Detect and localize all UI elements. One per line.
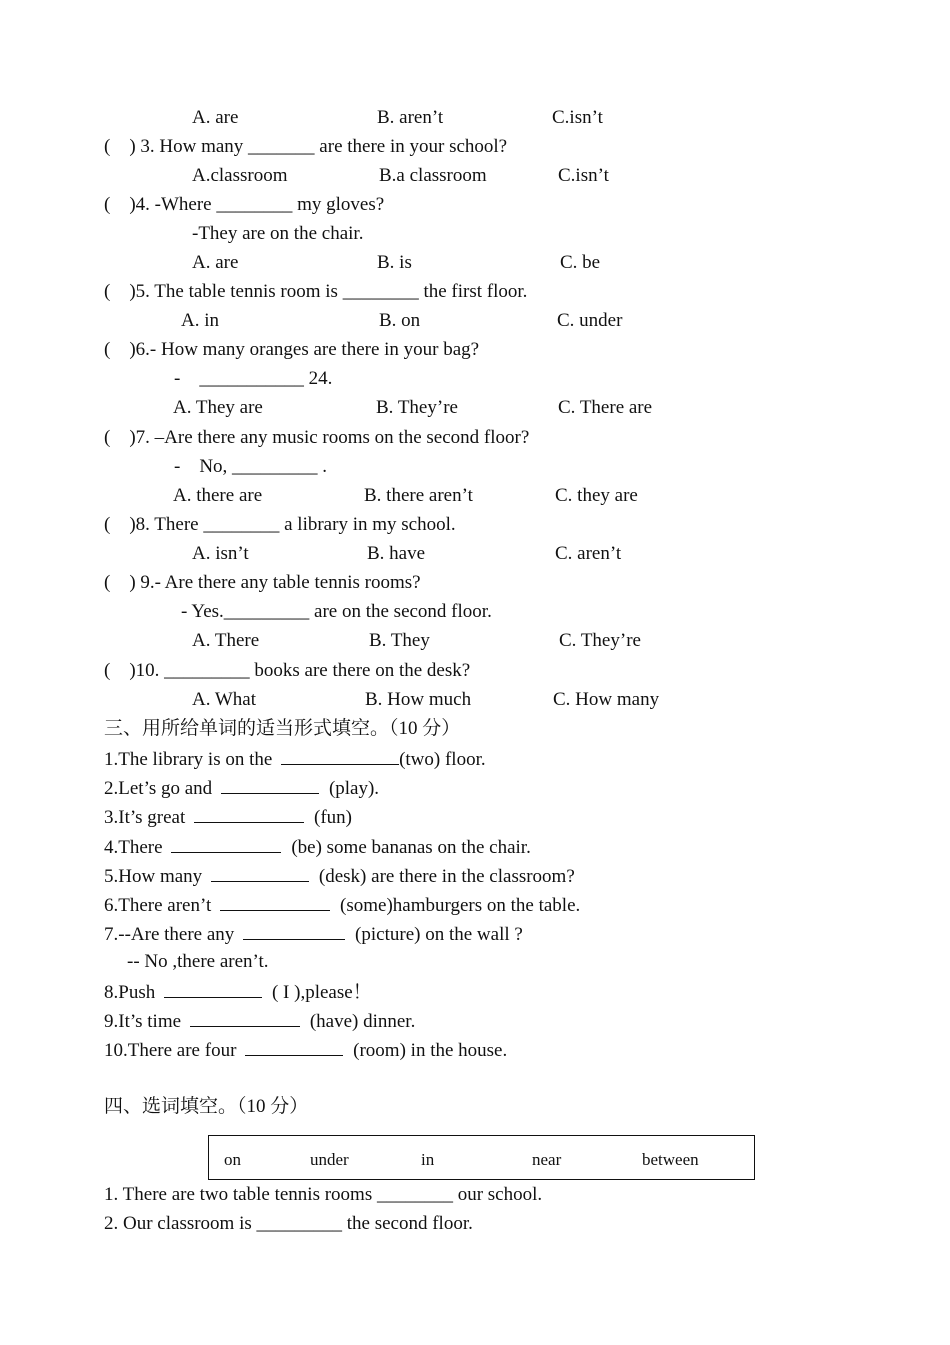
fill-item-hint: ( I ),please！ bbox=[271, 982, 372, 1003]
fill-item-hint: (play). bbox=[328, 778, 380, 799]
fill-item bbox=[104, 922, 523, 946]
word-bank-item: on bbox=[224, 1150, 241, 1169]
word-bank-item: between bbox=[642, 1150, 699, 1169]
fill-item bbox=[104, 747, 486, 771]
q6-option-b: B. They’re bbox=[376, 397, 458, 418]
fill-item bbox=[104, 776, 379, 800]
fill-item bbox=[104, 805, 352, 829]
q7-option-a: A. there are bbox=[173, 485, 263, 506]
fill-item-hint: (fun) bbox=[314, 807, 352, 828]
answer-blank[interactable] bbox=[243, 922, 345, 940]
q3-option-b: B.a classroom bbox=[379, 165, 487, 186]
fill-item-hint: (room) in the house. bbox=[353, 1040, 508, 1061]
fill-item-text: 7.--Are there any bbox=[104, 924, 235, 945]
fill-item-7-reply: -- No ,there aren’t. bbox=[127, 951, 269, 972]
word-bank-item: near bbox=[532, 1150, 562, 1169]
q5-option-a: A. in bbox=[181, 310, 219, 331]
answer-blank[interactable] bbox=[171, 835, 281, 853]
q3-option-a: A.classroom bbox=[192, 165, 288, 186]
q2-option-a: A. are bbox=[192, 107, 239, 128]
q4-reply: -They are on the chair. bbox=[192, 223, 364, 244]
fill-item-text: 5.How many bbox=[104, 866, 203, 887]
q8-question: ( )8. There ________ a library in my school. bbox=[104, 514, 456, 535]
answer-blank[interactable] bbox=[190, 1009, 300, 1027]
q2-option-c: C.isn’t bbox=[552, 107, 603, 128]
word-bank-item: in bbox=[421, 1150, 435, 1169]
word-bank-box bbox=[208, 1135, 755, 1180]
q10-option-c: C. How many bbox=[553, 689, 660, 710]
section4-sentence-1: 1. There are two table tennis rooms ________ our school. bbox=[104, 1184, 543, 1205]
answer-blank[interactable] bbox=[245, 1038, 343, 1056]
q4-option-c: C. be bbox=[560, 252, 601, 273]
q5-option-c: C. under bbox=[557, 310, 623, 331]
q6-reply: - ___________ 24. bbox=[174, 368, 333, 389]
fill-item-hint: (be) some bananas on the chair. bbox=[291, 837, 531, 858]
q9-option-c: C. They’re bbox=[559, 630, 641, 651]
fill-item-hint: (two) floor. bbox=[399, 749, 486, 770]
fill-item-text: 9.It’s time bbox=[104, 1011, 182, 1032]
answer-blank[interactable] bbox=[221, 776, 319, 794]
fill-item bbox=[104, 980, 372, 1004]
answer-blank[interactable] bbox=[194, 805, 304, 823]
fill-item-text: 1.The library is on the bbox=[104, 749, 273, 770]
q8-option-c: C. aren’t bbox=[555, 543, 622, 564]
word-bank-item: under bbox=[310, 1150, 349, 1169]
q4-option-a: A. are bbox=[192, 252, 239, 273]
fill-item-text: 6.There aren’t bbox=[104, 895, 212, 916]
q9-option-a: A. There bbox=[192, 630, 260, 651]
q6-option-c: C. There are bbox=[558, 397, 653, 418]
q7-question: ( )7. –Are there any music rooms on the second floor? bbox=[104, 427, 530, 448]
answer-blank[interactable] bbox=[164, 980, 262, 998]
answer-blank[interactable] bbox=[211, 864, 309, 882]
q7-option-c: C. they are bbox=[555, 485, 638, 506]
fill-item-text: 10.There are four bbox=[104, 1040, 237, 1061]
fill-item-hint: (some)hamburgers on the table. bbox=[340, 895, 581, 916]
answer-blank[interactable] bbox=[281, 747, 399, 765]
q3-question: ( ) 3. How many _______ are there in your school? bbox=[104, 136, 508, 157]
q10-option-a: A. What bbox=[192, 689, 257, 710]
q7-option-b: B. there aren’t bbox=[364, 485, 473, 506]
fill-item bbox=[104, 893, 580, 917]
fill-item bbox=[104, 1009, 415, 1033]
q10-question: ( )10. _________ books are there on the desk? bbox=[104, 660, 471, 681]
fill-item bbox=[104, 864, 575, 888]
q5-question: ( )5. The table tennis room is ________ the first floor. bbox=[104, 281, 528, 302]
q9-option-b: B. They bbox=[369, 630, 430, 651]
fill-item-text: 3.It’s great bbox=[104, 807, 186, 828]
q9-reply: - Yes._________ are on the second floor. bbox=[181, 601, 492, 622]
answer-blank[interactable] bbox=[220, 893, 330, 911]
fill-item-hint: (desk) are there in the classroom? bbox=[318, 866, 575, 887]
q5-option-b: B. on bbox=[379, 310, 421, 331]
fill-item-text: 4.There bbox=[104, 837, 163, 858]
q9-question: ( ) 9.- Are there any table tennis rooms? bbox=[104, 572, 421, 593]
fill-item-hint: (picture) on the wall ? bbox=[355, 924, 523, 945]
section4-sentence-2: 2. Our classroom is _________ the second floor. bbox=[104, 1213, 473, 1234]
q4-option-b: B. is bbox=[377, 252, 412, 273]
section4-heading: 四、选词填空。（10 分） bbox=[104, 1096, 309, 1117]
q4-question: ( )4. -Where ________ my gloves? bbox=[104, 194, 385, 215]
fill-item bbox=[104, 1038, 507, 1062]
q6-question: ( )6.- How many oranges are there in your bag? bbox=[104, 339, 480, 360]
fill-item-hint: (have) dinner. bbox=[309, 1011, 416, 1032]
section3-heading: 三、用所给单词的适当形式填空。（10 分） bbox=[104, 718, 461, 739]
q7-reply: - No, _________ . bbox=[174, 456, 328, 477]
q10-option-b: B. How much bbox=[365, 689, 472, 710]
q3-option-c: C.isn’t bbox=[558, 165, 609, 186]
q8-option-b: B. have bbox=[367, 543, 426, 564]
fill-item bbox=[104, 835, 531, 859]
fill-item-text: 8.Push bbox=[104, 982, 156, 1003]
fill-item-text: 2.Let’s go and bbox=[104, 778, 213, 799]
q6-option-a: A. They are bbox=[173, 397, 263, 418]
q8-option-a: A. isn’t bbox=[192, 543, 249, 564]
q2-option-b: B. aren’t bbox=[377, 107, 444, 128]
